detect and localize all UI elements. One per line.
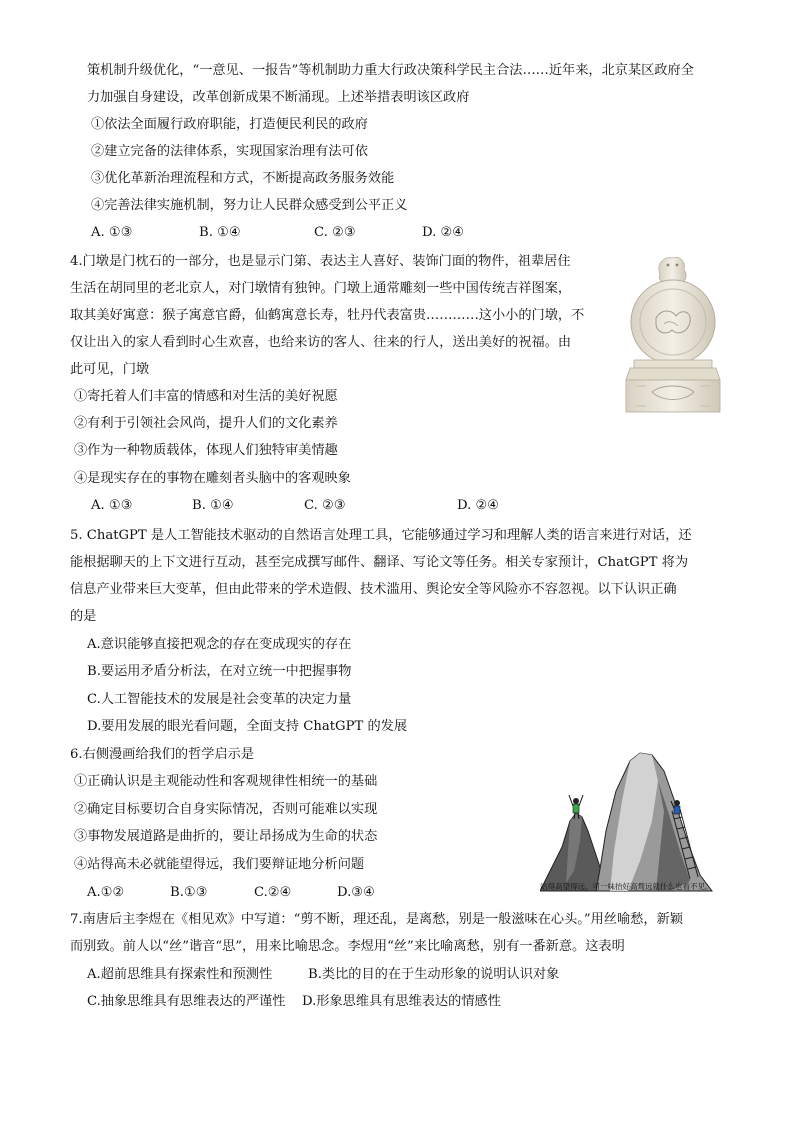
q6-option-d[interactable]: D.③④ (337, 885, 375, 900)
q6-statement-1: ①正确认识是主观能动性和客观规律性相统一的基础 (74, 774, 378, 789)
q5-line-3: 信息产业带来巨大变革，但由此带来的学术造假、技术滥用、舆论安全等风险亦不容忽视。以下认识正确 (70, 582, 677, 597)
q3-option-d[interactable]: D. ②④ (422, 225, 465, 240)
q7-option-c[interactable]: C.抽象思维具有思维表达的严谨性 (87, 994, 286, 1009)
q7-line-2: 而别致。前人以“丝”谐音“思”，用来比喻思念。李煜用“丝”来比喻离愁，别有一番新意。这表明 (70, 939, 625, 954)
mountain-cartoon-image (540, 745, 725, 897)
q5-option-c[interactable]: C.人工智能技术的发展是社会变革的决定力量 (87, 692, 352, 707)
q6-statement-2: ②确定目标要切合自身实际情况，否则可能难以实现 (74, 802, 378, 817)
q3-line-1: 策机制升级优化，“一意见、一报告”等机制助力重大行政决策科学民主合法……近年来，北京某区政府全 (87, 63, 694, 78)
door-pier-stone-image (622, 252, 724, 414)
q6-option-b[interactable]: B.①③ (170, 885, 208, 900)
q4-line-2: 生活在胡同里的老北京人，对门墩情有独钟。门墩上通常雕刻一些中国传统吉祥图案， (70, 281, 572, 296)
q3-option-b[interactable]: B. ①④ (199, 225, 241, 240)
q7-option-b[interactable]: B.类比的目的在于生动形象的说明认识对象 (308, 967, 560, 982)
q3-line-2: 力加强自身建设，改革创新成果不断涌现。上述举措表明该区政府 (87, 90, 470, 105)
q4-statement-3: ③作为一种物质载体，体现人们独特审美情趣 (74, 443, 338, 458)
q7-line-1: 7.南唐后主李煜在《相见欢》中写道：“剪不断，理还乱，是离愁，别是一般滋味在心头。”用丝喻愁，新颖 (70, 912, 683, 927)
q6-options (87, 884, 375, 902)
q3-statement-3: ③优化革新治理流程和方式，不断提高政务服务效能 (91, 171, 395, 186)
q5-option-a[interactable]: A.意识能够直接把观念的存在变成现实的存在 (87, 637, 352, 652)
cartoon-caption: 站得高望得远，可一味抬好高骛远就什么也看不见。 (540, 882, 713, 891)
q6-option-a[interactable]: A.①② (87, 885, 125, 900)
q3-option-a[interactable]: A. ①③ (91, 225, 133, 240)
q5-option-b[interactable]: B.要运用矛盾分析法，在对立统一中把握事物 (87, 664, 352, 679)
q3-statement-2: ②建立完备的法律体系，实现国家治理有法可依 (91, 144, 368, 159)
q4-option-b[interactable]: B. ①④ (192, 498, 234, 513)
q4-line-3: 取其美好寓意：猴子寓意官爵，仙鹤寓意长寿，牡丹代表富贵…………这小小的门墩，不 (70, 308, 585, 323)
q4-options (91, 497, 499, 515)
q4-option-c[interactable]: C. ②③ (304, 498, 346, 513)
q4-option-a[interactable]: A. ①③ (91, 498, 133, 513)
q3-statement-4: ④完善法律实施机制，努力让人民群众感受到公平正义 (91, 198, 408, 213)
q4-line-1: 4.门墩是门枕石的一部分，也是显示门第、表达主人喜好、装饰门面的物件，祖辈居住 (70, 254, 571, 269)
q4-line-4: 仅让出入的家人看到时心生欢喜，也给来访的客人、往来的行人，送出美好的祝福。由 (70, 335, 572, 350)
q4-option-d[interactable]: D. ②④ (457, 498, 500, 513)
q6-option-c[interactable]: C.②④ (254, 885, 292, 900)
q6-line-1: 6.右侧漫画给我们的哲学启示是 (70, 747, 255, 762)
q4-statement-2: ②有利于引领社会风尚，提升人们的文化素养 (74, 416, 338, 431)
q4-statement-1: ①寄托着人们丰富的情感和对生活的美好祝愿 (74, 389, 338, 404)
q5-line-2: 能根据聊天的上下文进行互动，甚至完成撰写邮件、翻译、写论文等任务。相关专家预计，ChatGPT 将为 (70, 555, 689, 570)
q4-statement-4: ④是现实存在的事物在雕刻者头脑中的客观映象 (74, 471, 351, 486)
q6-statement-4: ④站得高未必就能望得远，我们要辩证地分析问题 (74, 857, 365, 872)
q7-option-a[interactable]: A.超前思维具有探索性和预测性 (87, 967, 273, 982)
q3-statement-1: ①依法全面履行政府职能，打造便民利民的政府 (91, 117, 368, 132)
q3-options (91, 224, 464, 242)
q3-option-c[interactable]: C. ②③ (314, 225, 356, 240)
q6-statement-3: ③事物发展道路是曲折的，要让昂扬成为生命的状态 (74, 829, 378, 844)
q5-option-d[interactable]: D.要用发展的眼光看问题，全面支持 ChatGPT 的发展 (87, 719, 408, 734)
q5-line-1: 5. ChatGPT 是人工智能技术驱动的自然语言处理工具，它能够通过学习和理解人类的语言来进行对话，还 (70, 528, 692, 543)
q5-line-4: 的是 (70, 609, 97, 624)
q4-line-5: 此可见，门墩 (70, 362, 150, 377)
q7-option-d[interactable]: D.形象思维具有思维表达的情感性 (302, 994, 501, 1009)
